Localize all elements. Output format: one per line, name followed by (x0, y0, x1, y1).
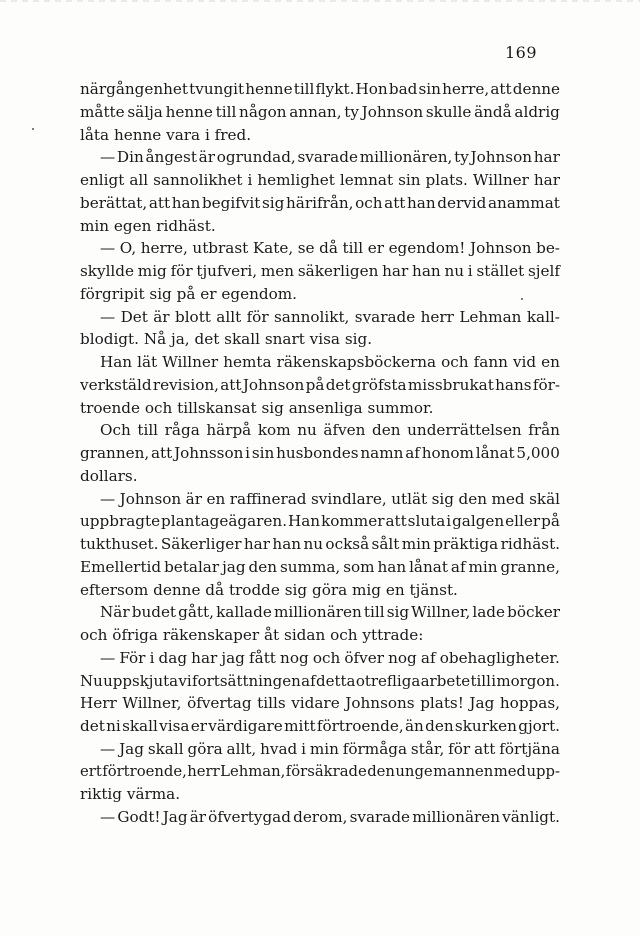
text-line: Emellertid betalar jag den summa, som han lånat af min granne, (80, 557, 560, 576)
text-line: min egen ridhäst. (80, 216, 216, 235)
text-line: tukthuset. Säkerliger har han nu också sålt min präktiga ridhäst. (80, 535, 560, 553)
text-line: När budet gått, kallade millionären till sig Willner, lade böcker (100, 603, 560, 622)
text-line: troende och tillskansat sig ansenliga summor. (80, 398, 434, 417)
text-line: skyllde mig för tjufveri, men säkerligen har han nu i stället sjelf (80, 262, 560, 280)
text-line: närgångenhet tvungit henne till flykt. Hon bad sin herre, att denne (80, 80, 560, 98)
text-line: berättat, att han begifvit sig härifrån, och att han dervid anammat (80, 193, 560, 212)
text-line: låta henne vara i fred. (80, 125, 252, 144)
text-line: — Din ångest är ogrundad, svarade millionären, ty Johnson har (100, 148, 560, 167)
text-line: uppbragte plantageägaren. Han kommer att sluta i galgen eller på (80, 512, 560, 531)
text-line: ert förtroende, herr Lehman, försäkrade den unge mannen med upp- (80, 762, 560, 780)
text-line: Nu uppskjuta vi fortsättningen af detta otrefliga arbete till i morgon. (80, 671, 560, 690)
text-line: dollars. (80, 466, 138, 485)
scan-edge (0, 0, 640, 2)
text-line: — O, herre, utbrast Kate, se då till er egendom! Johnson be- (100, 239, 560, 258)
text-line: och öfriga räkenskaper åt sidan och yttrade: (80, 626, 424, 644)
text-line: — För i dag har jag fått nog och öfver nog af obehagligheter. (100, 648, 560, 667)
scan-speck (32, 128, 34, 130)
text-line: — Det är blott allt för sannolikt, svarade herr Lehman kall- (100, 307, 560, 326)
text-line: verkstäld revision, att Johnson på det gröfsta missbrukat hans för- (80, 375, 560, 394)
text-line: det ni skall visa er värdigare mitt förtroende, än den skurken gjort. (80, 717, 560, 735)
text-line: förgripit sig på er egendom. (80, 284, 297, 303)
body-text (80, 78, 560, 829)
text-line: Herr Willner, öfvertag tills vidare Johnsons plats! Jag hoppas, (80, 694, 560, 713)
text-line: riktig värma. (80, 785, 181, 804)
text-line: — Godt! Jag är öfvertygad derom, svarade millionären vänligt. (100, 808, 560, 826)
text-line: Han lät Willner hemta räkenskapsböckerna och fann vid en (100, 353, 560, 371)
text-line: — Jag skall göra allt, hvad i min förmåga står, för att förtjäna (100, 739, 560, 758)
text-line: blodigt. Nå ja, det skall snart visa sig. (80, 330, 373, 349)
text-line: måtte sälja henne till någon annan, ty Johnson skulle ändå aldrig (80, 102, 560, 121)
text-line: Och till råga härpå kom nu äfven den underrättelsen från (100, 421, 560, 440)
text-line: enligt all sannolikhet i hemlighet lemnat sin plats. Willner har (80, 171, 560, 189)
scan-speck (521, 298, 523, 300)
text-line: eftersom denne då trodde sig göra mig en tjänst. (80, 580, 458, 599)
text-line: grannen, att Johnsson i sin husbondes namn af honom lånat 5,000 (80, 444, 560, 462)
page-number: 169 (505, 43, 538, 62)
text-line: — Johnson är en raffinerad svindlare, utlät sig den med skäl (100, 489, 560, 508)
